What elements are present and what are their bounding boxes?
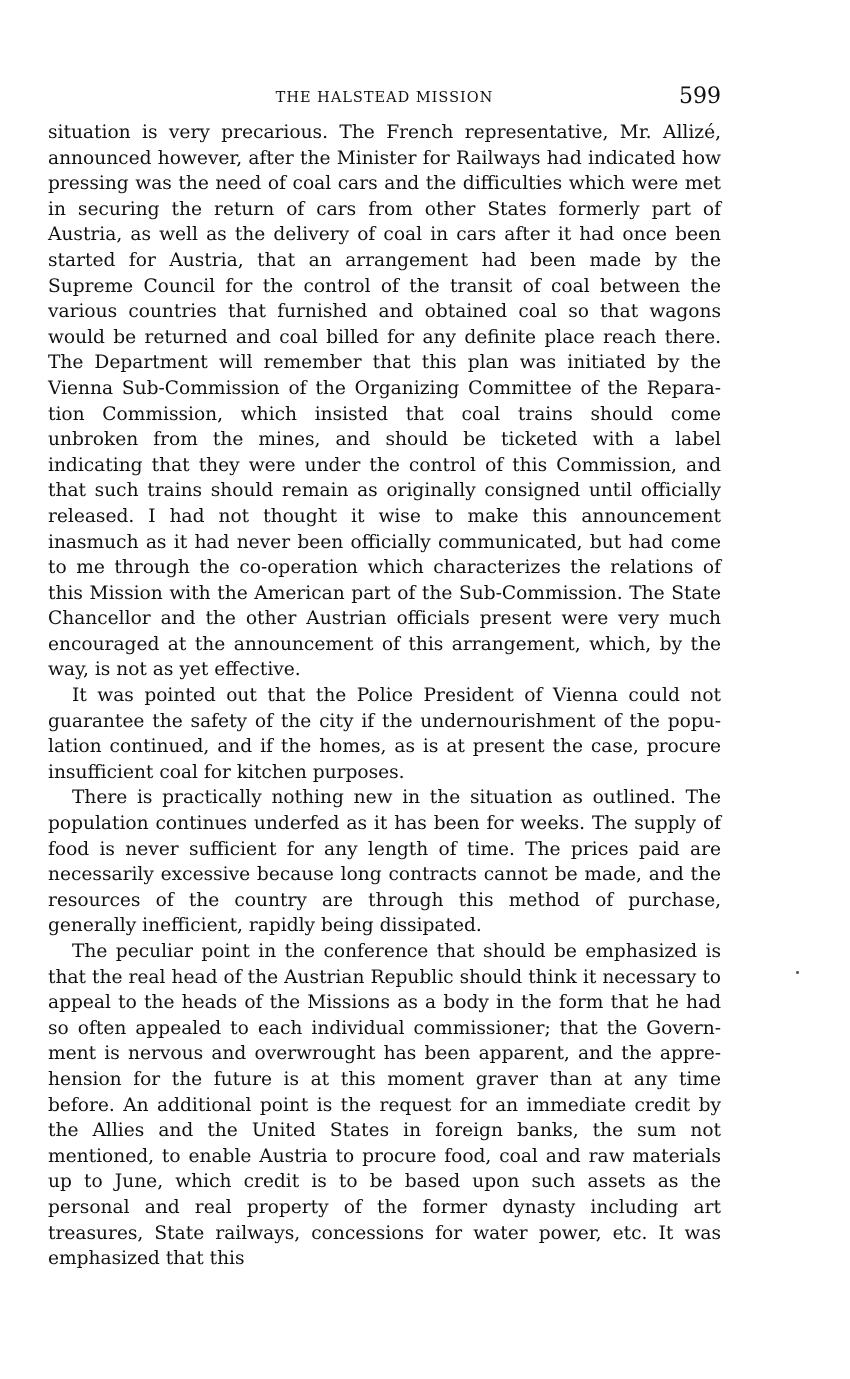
running-header (48, 84, 721, 120)
paragraph: The peculiar point in the conference that should be emphasized is that the real head of the Austrian Republic should think it necessary to appeal to the heads of the Missions as a body in the form that he had so often appealed to each individual commissioner; that the Government is nervous and overwrought has been apparent, and the apprehension for the future is at this moment graver than at any time before. An additional point is the request for an immediate credit by the Allies and the United States in foreign banks, the sum not mentioned, to enable Austria to procure food, coal and raw materials up to June, which credit is to be based upon such assets as the personal and real property of the former dynasty including art treasures, State railways, concessions for water power, etc. It was emphasized that this (48, 941, 721, 1270)
running-title: THE HALSTEAD MISSION (275, 90, 494, 106)
scan-speck (796, 971, 799, 974)
document-page (48, 84, 721, 1272)
paragraph: There is practically nothing new in the situation as outlined. The population continues underfed as it has been for weeks. The supply of food is never sufficient for any length of time. The prices paid are necessarily excessive because long contracts cannot be made, and the resources of the country are through this method of purchase, generally inefficient, rapidly being dissipated. (48, 787, 721, 937)
paragraph: It was pointed out that the Police President of Vienna could not guarantee the safety of the city if the undernourishment of the population continued, and if the homes, as is at present the case, procure insufficient coal for kitchen purposes. (48, 685, 721, 783)
body-text (48, 120, 721, 1272)
page-number: 599 (679, 84, 721, 109)
paragraph-continued: situation is very precarious. The French representative, Mr. Allizé, announced however, after the Minister for Railways had indicated how pressing was the need of coal cars and the difficulties which were met in securing the return of cars from other States formerly part of Austria, as well as the delivery of coal in cars after it had once been started for Austria, that an arrangement had been made by the Supreme Council for the control of the transit of coal between the various countries that furnished and obtained coal so that wagons would be returned and coal billed for any definite place reach there. The Department will remember that this plan was initiated by the Vienna Sub-Commission of the Organizing Committee of the Reparation Commission, which insisted that coal trains should come unbroken from the mines, and should be ticketed with a label indicating that they were under the control of this Commission, and that such trains should remain as originally consigned until officially released. I had not thought it wise to make this announcement inasmuch as it had never been officially communicated, but had come to me through the co-operation which characterizes the relations of this Mission with the American part of the Sub-Commission. The State Chancellor and the other Austrian officials present were very much encouraged at the announcement of this arrangement, which, by the way, is not as yet effective. (48, 122, 721, 681)
